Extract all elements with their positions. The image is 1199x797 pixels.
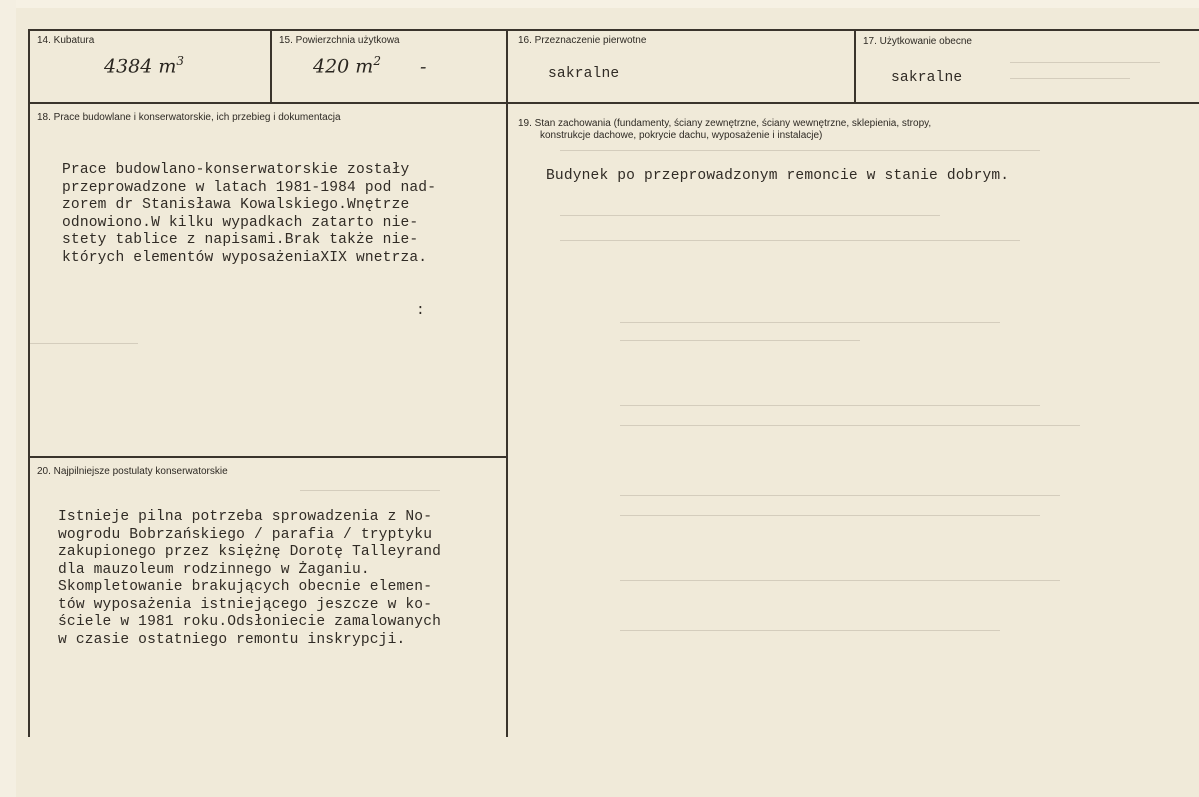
form-divider-14-15 (270, 29, 272, 103)
show-through-line (28, 343, 138, 344)
postulaty-text-block (58, 509, 441, 649)
stan-label-line1: 19. Stan zachowania (fundamenty, ściany zewnętrzne, ściany wewnętrzne, sklepienia, stropy, (518, 118, 932, 129)
stan-value: Budynek po przeprowadzonym remoncie w stanie dobrym. (546, 168, 1010, 184)
form-border-left (28, 29, 30, 737)
postulaty-line: zakupionego przez księżnę Dorotę Talleyrand (58, 544, 442, 560)
postulaty-line: w czasie ostatniego remontu inskrypcji. (58, 631, 406, 648)
postulaty-line: dla mauzoleum rodzinnego w Żaganiu. (58, 561, 370, 578)
prace-line: odnowiono.W kilku wypadkach zatarto nie- (62, 214, 419, 231)
paper-left-edge (0, 0, 16, 797)
prace-line: których elementów wyposażeniaXIX wnetrza. (62, 249, 428, 266)
form-divider-center (506, 29, 508, 737)
kubatura-label: 14. Kubatura (37, 35, 95, 46)
postulaty-line: Istnieje pilna potrzeba sprowadzenia z No- (58, 509, 433, 525)
show-through-line (1010, 78, 1130, 79)
show-through-line (620, 322, 1000, 323)
show-through-line (620, 495, 1060, 496)
stray-colon-mark: : (416, 303, 425, 319)
kubatura-value: 4384 $m^3$ (104, 54, 185, 78)
form-rule-row2 (28, 456, 507, 458)
prace-label: 18. Prace budowlane i konserwatorskie, ich przebieg i dokumentacja (37, 112, 341, 123)
uzytkowanie-value: sakralne (891, 70, 963, 86)
show-through-line (620, 630, 1000, 631)
show-through-line (560, 215, 940, 216)
show-through-line (620, 580, 1060, 581)
form-divider-16-17 (854, 29, 856, 103)
form-rule-row1 (28, 102, 1199, 104)
prace-line: stety tablice z napisami.Brak także nie- (62, 232, 419, 248)
powierzchnia-dash: - (420, 56, 427, 78)
prace-line: przeprowadzone w latach 1981-1984 pod nad- (62, 179, 437, 196)
prace-line: zorem dr Stanisława Kowalskiego.Wnętrze (62, 197, 410, 213)
postulaty-line: Skompletowanie brakujących obecnie elemen- (58, 579, 433, 595)
przeznaczenie-value: sakralne (548, 66, 620, 82)
powierzchnia-label: 15. Powierzchnia użytkowa (279, 35, 400, 46)
show-through-line (620, 405, 1040, 406)
show-through-line (300, 490, 440, 491)
show-through-line (560, 240, 1020, 241)
show-through-line (560, 150, 1040, 151)
postulaty-label: 20. Najpilniejsze postulaty konserwatorskie (37, 466, 228, 477)
powierzchnia-value: 420 $m^2$ (313, 54, 381, 78)
paper-top-edge (0, 0, 1199, 8)
postulaty-line: wogrodu Bobrzańskiego / parafia / tryptyku (58, 526, 433, 543)
prace-line: Prace budowlano-konserwatorskie zostały (62, 162, 410, 178)
form-rule-top (28, 29, 1199, 31)
przeznaczenie-label: 16. Przeznaczenie pierwotne (518, 35, 647, 46)
postulaty-line: tów wyposażenia istniejącego jeszcze w ko- (58, 596, 433, 613)
postulaty-line: ściele w 1981 roku.Odsłoniecie zamalowanych (58, 614, 442, 630)
show-through-line (620, 425, 1080, 426)
uzytkowanie-label: 17. Użytkowanie obecne (863, 36, 972, 47)
stan-label-line2: konstrukcje dachowe, pokrycie dachu, wyposażenie i instalacje) (540, 130, 823, 141)
show-through-line (620, 515, 1040, 516)
show-through-line (620, 340, 860, 341)
show-through-line (1010, 62, 1160, 63)
prace-text-block (62, 162, 436, 267)
